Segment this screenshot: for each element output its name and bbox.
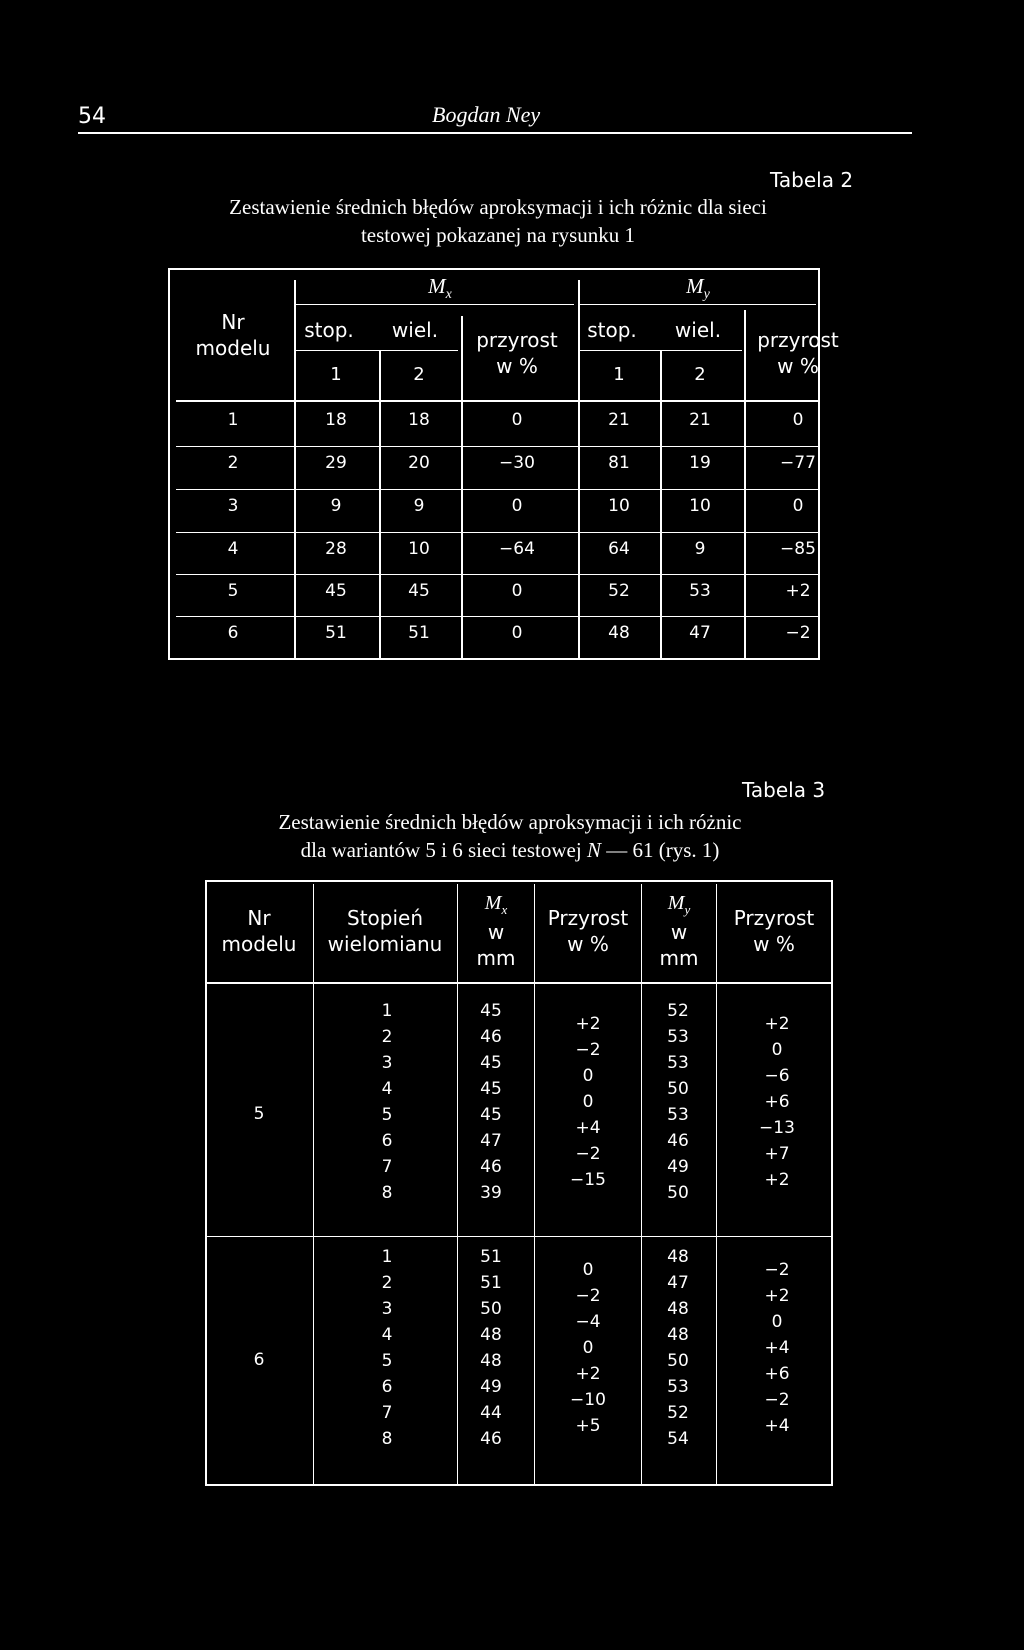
table3-cell-my_przyrost: −13: [759, 1118, 795, 1138]
table3-divider: [534, 884, 535, 1484]
table3-cell-mx: 45: [480, 1079, 502, 1099]
table2-divider: [461, 316, 463, 658]
table3-cell-my: 53: [667, 1027, 689, 1047]
table3-header-wielomianu: wielomianu: [327, 932, 443, 956]
table2-cell-my1: 10: [608, 496, 630, 516]
table2-row-rule: [176, 616, 818, 617]
table3-divider: [641, 884, 642, 1484]
table2-header-col2-mx: 2: [413, 364, 425, 385]
table3-cell-mx_przyrost: −4: [575, 1312, 601, 1332]
table2-row-rule: [176, 489, 818, 490]
table3-header-my: $M_y$: [667, 892, 691, 917]
table3-header-mx-w: w: [487, 920, 505, 944]
table2-cell-my2: 19: [689, 453, 711, 473]
table3-cell-mx: 45: [480, 1001, 502, 1021]
table3-cell-degrees: 6: [381, 1131, 393, 1151]
table2-right-border: [818, 268, 820, 660]
table3-cell-my_przyrost: +4: [764, 1338, 790, 1358]
table3-cell-mx: 47: [480, 1131, 502, 1151]
table2-cell-myp: −77: [780, 453, 816, 473]
table2-top-rule: [168, 268, 820, 270]
table2-header-my: $M_y$: [686, 274, 710, 303]
table2-cell-mx1: 51: [325, 623, 347, 643]
table2-left-border: [168, 268, 170, 660]
table3-cell-degrees: 1: [381, 1247, 393, 1267]
table3-caption-line1: Zestawienie średnich błędów aproksymacji i ich różnic: [278, 810, 742, 834]
table2-cell-my2: 10: [689, 496, 711, 516]
table3-header-nr: Nr: [247, 906, 271, 930]
table3-cell-mx_przyrost: −15: [570, 1170, 606, 1190]
table2-cell-nr: 1: [227, 410, 239, 430]
table3-col-mx_przyrost: [570, 1257, 606, 1439]
table3-cell-mx: 46: [480, 1027, 502, 1047]
table3-cell-my_przyrost: −2: [764, 1260, 790, 1280]
table2-divider: [744, 310, 746, 658]
table2-cell-mx1: 9: [330, 496, 342, 516]
table2-cell-mxp: −64: [499, 539, 535, 559]
table2-cell-myp: 0: [792, 496, 804, 516]
table2-header-wiel-mx: wiel.: [391, 318, 439, 342]
table3-cell-my: 48: [667, 1325, 689, 1345]
table3-cell-degrees: 7: [381, 1403, 393, 1423]
table3-cell-degrees: 4: [381, 1325, 393, 1345]
table2-divider: [379, 350, 381, 658]
table2-cell-mx2: 45: [408, 581, 430, 601]
table3-cell-mx_przyrost: 0: [582, 1092, 594, 1112]
table3-cell-degrees: 3: [381, 1299, 393, 1319]
table3-divider: [457, 884, 458, 1484]
table3-cell-my: 52: [667, 1001, 689, 1021]
table3-col-my_przyrost: [764, 1257, 789, 1439]
table3-left-border: [205, 880, 207, 1486]
table2-cell-mxp: 0: [511, 410, 523, 430]
table3-cell-mx_przyrost: 0: [582, 1260, 594, 1280]
table2-rule: [580, 304, 816, 305]
table2-header-modelu: modelu: [195, 336, 271, 360]
table2-cell-nr: 2: [227, 453, 239, 473]
table2-cell-my2: 21: [689, 410, 711, 430]
table2-cell-mxp: −30: [499, 453, 535, 473]
table3-col-my: [667, 1244, 689, 1452]
table3-cell-degrees: 5: [381, 1351, 393, 1371]
table3-cell-my: 50: [667, 1351, 689, 1371]
table3-header-mx: $M_x$: [484, 892, 508, 917]
header-rule: [78, 132, 912, 134]
table2-divider: [294, 280, 296, 658]
table3-cell-degrees: 2: [381, 1027, 393, 1047]
table3-cell-mx: 45: [480, 1105, 502, 1125]
table2-cell-mx1: 28: [325, 539, 347, 559]
table3-header-mx-mm: mm: [476, 946, 516, 970]
table3-top-rule: [205, 880, 833, 882]
table3-col-degrees: [382, 998, 393, 1206]
table2-cell-mx2: 9: [413, 496, 425, 516]
table2-cell-mxp: 0: [511, 623, 523, 643]
table3-cell-my_przyrost: −6: [764, 1066, 790, 1086]
table3-cell-mx_przyrost: −2: [575, 1144, 601, 1164]
table3-bottom-rule: [205, 1484, 833, 1486]
table2-header-wpct-mx: w %: [496, 354, 538, 378]
table3-cell-my: 52: [667, 1403, 689, 1423]
table3-header-przyrost-my: Przyrost: [733, 906, 815, 930]
table3-cell-mx: 50: [480, 1299, 502, 1319]
table3-cell-my: 50: [667, 1183, 689, 1203]
table3-cell-my: 46: [667, 1131, 689, 1151]
table3-cell-degrees: 2: [381, 1273, 393, 1293]
table3-cell-my_przyrost: +2: [764, 1286, 790, 1306]
table3-cell-my: 48: [667, 1299, 689, 1319]
table3-cell-degrees: 8: [381, 1183, 393, 1203]
table3-cell-mx_przyrost: 0: [582, 1338, 594, 1358]
table3-cell-my: 47: [667, 1273, 689, 1293]
table2-cell-mx2: 10: [408, 539, 430, 559]
table2-cell-my1: 64: [608, 539, 630, 559]
table2-rule: [580, 350, 742, 351]
table2-rule: [296, 304, 574, 305]
table2-cell-mx1: 45: [325, 581, 347, 601]
table2-cell-mx2: 20: [408, 453, 430, 473]
table3-cell-my: 48: [667, 1247, 689, 1267]
table2-cell-mx2: 51: [408, 623, 430, 643]
table3-group-nr: 6: [253, 1350, 265, 1370]
table3-col-degrees: [382, 1244, 393, 1452]
table3-cell-my_przyrost: +6: [764, 1092, 790, 1112]
table3-cell-mx: 51: [480, 1247, 502, 1267]
table2-cell-my1: 21: [608, 410, 630, 430]
table3-cell-my_przyrost: +2: [764, 1014, 790, 1034]
table2-cell-myp: −2: [785, 623, 811, 643]
table3-col-my_przyrost: [759, 1011, 795, 1193]
table3-cell-mx_przyrost: −2: [575, 1040, 601, 1060]
table2-cell-nr: 6: [227, 623, 239, 643]
table2-header-col1-my: 1: [613, 364, 625, 385]
table2-cell-myp: 0: [792, 410, 804, 430]
table2-cell-my2: 53: [689, 581, 711, 601]
table3-header-modelu: modelu: [221, 932, 297, 956]
table2-header-col2-my: 2: [694, 364, 706, 385]
table2-cell-mxp: 0: [511, 581, 523, 601]
table2-cell-mx2: 18: [408, 410, 430, 430]
table3-col-mx: [480, 998, 502, 1206]
table3-divider: [716, 884, 717, 1484]
table2-header-nr: Nr: [221, 310, 245, 334]
table3-header-my-w: w: [670, 920, 688, 944]
table3-cell-my: 53: [667, 1377, 689, 1397]
table2-cell-mx1: 18: [325, 410, 347, 430]
table3-cell-mx_przyrost: +4: [575, 1118, 601, 1138]
table3-cell-degrees: 4: [381, 1079, 393, 1099]
table2-cell-my1: 81: [608, 453, 630, 473]
table3-cell-mx: 45: [480, 1053, 502, 1073]
table2-row-rule: [176, 574, 818, 575]
table2-row-rule: [176, 532, 818, 533]
table2-rule: [296, 350, 458, 351]
table2-header-col1-mx: 1: [330, 364, 342, 385]
table2-cell-mx1: 29: [325, 453, 347, 473]
table3-cell-degrees: 6: [381, 1377, 393, 1397]
table2-cell-nr: 3: [227, 496, 239, 516]
table3-cell-mx_przyrost: +2: [575, 1364, 601, 1384]
table2-header-przyrost-my: przyrost: [757, 328, 839, 352]
table3-cell-my_przyrost: +6: [764, 1364, 790, 1384]
table2-cell-my2: 47: [689, 623, 711, 643]
table3-cell-mx_przyrost: +2: [575, 1014, 601, 1034]
table3-cell-degrees: 3: [381, 1053, 393, 1073]
table2-bottom-rule: [168, 658, 820, 660]
table3-cell-mx: 49: [480, 1377, 502, 1397]
table2-header-stop-my: stop.: [587, 318, 637, 342]
table3-cell-mx_przyrost: 0: [582, 1066, 594, 1086]
table3-cell-mx: 39: [480, 1183, 502, 1203]
table3-cell-my_przyrost: +2: [764, 1170, 790, 1190]
table2-caption-line2: testowej pokazanej na rysunku 1: [360, 223, 636, 247]
table3-cell-mx_przyrost: +5: [575, 1416, 601, 1436]
table2-header-wiel-my: wiel.: [674, 318, 722, 342]
table3-group-nr: 5: [253, 1104, 265, 1124]
table3-cell-my_przyrost: 0: [771, 1312, 783, 1332]
table3-header-wpct-my: w %: [753, 932, 795, 956]
table2-header-rule: [176, 400, 818, 402]
table3-col-mx_przyrost: [570, 1011, 606, 1193]
table3-cell-mx_przyrost: −2: [575, 1286, 601, 1306]
table3-header-wpct-mx: w %: [567, 932, 609, 956]
table3-cell-degrees: 7: [381, 1157, 393, 1177]
table2-divider: [578, 280, 580, 658]
table3-cell-my: 49: [667, 1157, 689, 1177]
table3-cell-mx: 44: [480, 1403, 502, 1423]
table3-group-rule: [205, 1236, 833, 1237]
table2-caption-line1: Zestawienie średnich błędów aproksymacji i ich różnic dla sieci: [229, 195, 767, 219]
table3-col-my: [667, 998, 689, 1206]
table2-cell-my1: 52: [608, 581, 630, 601]
table2-row-rule: [176, 446, 818, 447]
table3-cell-my: 50: [667, 1079, 689, 1099]
table2-cell-my1: 48: [608, 623, 630, 643]
table3-cell-my: 53: [667, 1053, 689, 1073]
table3-divider: [313, 884, 314, 1484]
table3-cell-degrees: 8: [381, 1429, 393, 1449]
table2-cell-myp: +2: [785, 581, 811, 601]
table3-cell-my: 54: [667, 1429, 689, 1449]
table3-header-stopien: Stopień: [346, 906, 424, 930]
table3-cell-degrees: 1: [381, 1001, 393, 1021]
table3-header-przyrost-mx: Przyrost: [547, 906, 629, 930]
table3-cell-mx: 48: [480, 1351, 502, 1371]
running-head-author: Bogdan Ney: [432, 102, 541, 127]
table3-caption-line2: dla wariantów 5 i 6 sieci testowej N — 61 (rys. 1): [300, 838, 720, 862]
table3-cell-mx: 46: [480, 1429, 502, 1449]
table2-header-stop-mx: stop.: [304, 318, 354, 342]
table3-cell-degrees: 5: [381, 1105, 393, 1125]
table3-cell-my_przyrost: +4: [764, 1416, 790, 1436]
table3-header-my-mm: mm: [659, 946, 699, 970]
table3-cell-mx: 46: [480, 1157, 502, 1177]
table2-cell-myp: −85: [780, 539, 816, 559]
table3-col-mx: [480, 1244, 502, 1452]
table3-header-rule: [205, 982, 833, 984]
table2-cell-my2: 9: [694, 539, 706, 559]
table3-cell-my_przyrost: 0: [771, 1040, 783, 1060]
table3-label: Tabela 3: [742, 778, 826, 802]
table2-cell-nr: 4: [227, 539, 239, 559]
table3-cell-my_przyrost: −2: [764, 1390, 790, 1410]
table3-cell-mx: 51: [480, 1273, 502, 1293]
table2-cell-mxp: 0: [511, 496, 523, 516]
page-number: 54: [78, 104, 106, 129]
table3-cell-mx: 48: [480, 1325, 502, 1345]
table2-divider: [660, 350, 662, 658]
table3-right-border: [831, 880, 833, 1486]
table3-cell-my: 53: [667, 1105, 689, 1125]
table2-label: Tabela 2: [770, 168, 854, 192]
table2-header-mx: $M_x$: [428, 274, 452, 303]
table2-cell-nr: 5: [227, 581, 239, 601]
table2-header-przyrost-mx: przyrost: [476, 328, 558, 352]
table2-header-wpct-my: w %: [777, 354, 819, 378]
table3-cell-my_przyrost: +7: [764, 1144, 790, 1164]
table3-cell-mx_przyrost: −10: [570, 1390, 606, 1410]
